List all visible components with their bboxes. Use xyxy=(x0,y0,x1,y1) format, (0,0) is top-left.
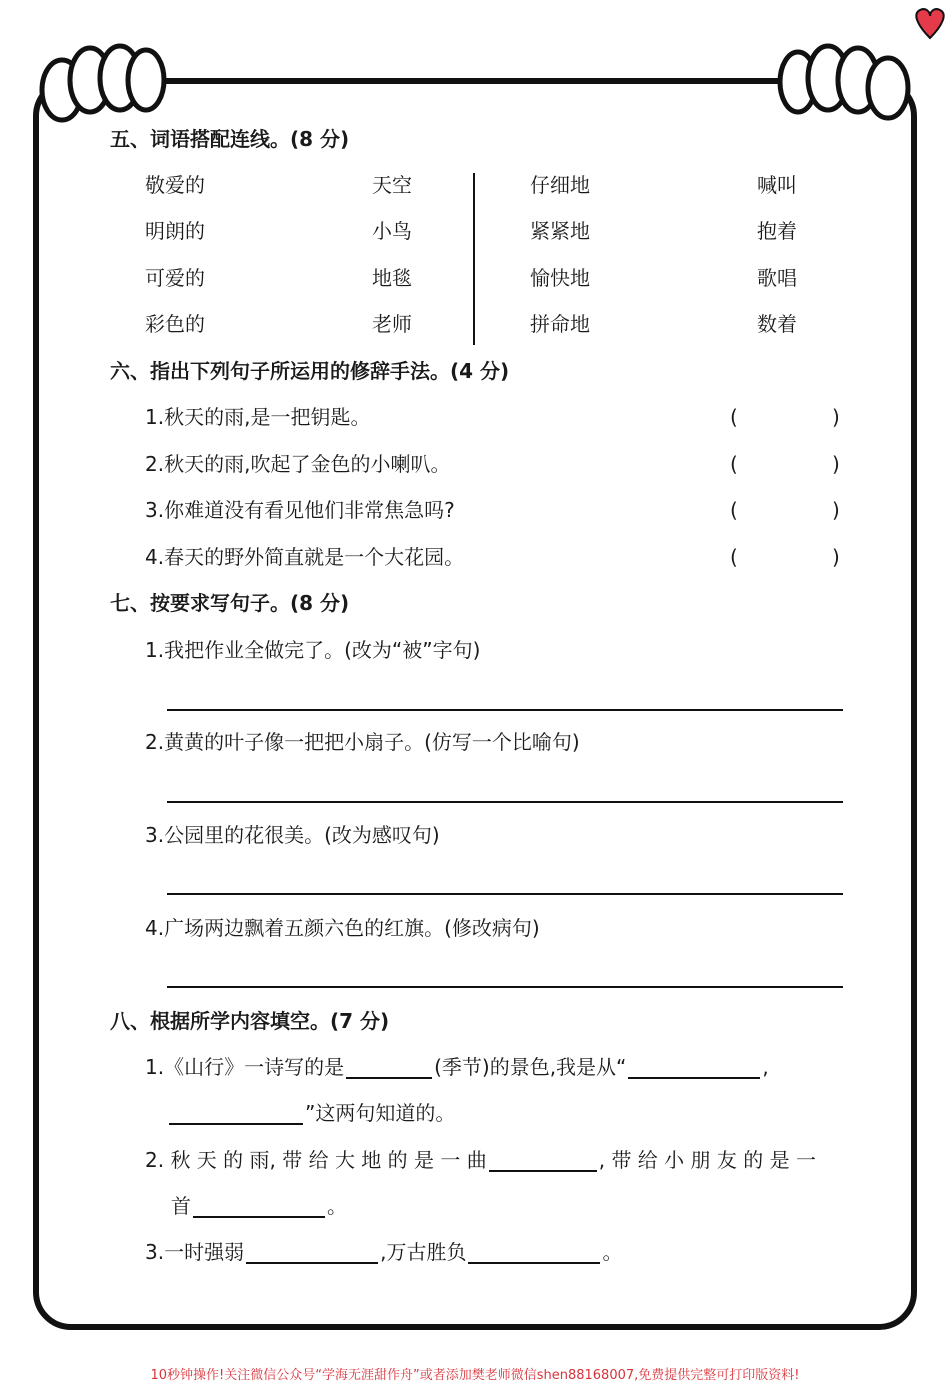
rewrite-question: 2.黄黄的叶子像一把把小扇子。(仿写一个比喻句) xyxy=(145,730,580,754)
fill-question-2 xyxy=(145,1148,816,1172)
right-hand-icon xyxy=(780,46,908,118)
answer-paren-close: ) xyxy=(832,452,840,476)
answer-line[interactable] xyxy=(167,893,843,895)
fill-blank[interactable] xyxy=(346,1055,432,1079)
fill-question-2-cont xyxy=(171,1194,347,1218)
q1-text-b: (季节)的景色,我是从“ xyxy=(434,1055,627,1079)
word-col3-item: 仔细地 xyxy=(530,173,590,197)
answer-line[interactable] xyxy=(167,709,843,711)
answer-paren-open[interactable]: ( xyxy=(730,545,738,569)
answer-line[interactable] xyxy=(167,986,843,988)
fill-question-1-cont xyxy=(167,1101,455,1125)
answer-paren-close: ) xyxy=(832,405,840,429)
q3-text-a: 3.一时强弱 xyxy=(145,1240,245,1264)
word-col4-item: 数着 xyxy=(757,312,797,336)
rhetoric-question: 2.秋天的雨,吹起了金色的小喇叭。 xyxy=(145,452,451,476)
fill-blank[interactable] xyxy=(193,1194,325,1218)
fill-blank[interactable] xyxy=(468,1240,600,1264)
word-col1-item: 彩色的 xyxy=(145,312,205,336)
word-col4-item: 歌唱 xyxy=(757,266,797,290)
word-col1-item: 可爱的 xyxy=(145,266,205,290)
word-col2-item: 老师 xyxy=(372,312,412,336)
q2-text-d: 。 xyxy=(327,1194,347,1218)
section7-title: 七、按要求写句子。(8 分) xyxy=(110,591,350,615)
section6-title: 六、指出下列句子所运用的修辞手法。(4 分) xyxy=(110,359,510,383)
column-divider xyxy=(473,173,475,345)
rewrite-question: 3.公园里的花很美。(改为感叹句) xyxy=(145,823,440,847)
answer-line[interactable] xyxy=(167,801,843,803)
fill-blank[interactable] xyxy=(246,1240,378,1264)
answer-paren-open[interactable]: ( xyxy=(730,405,738,429)
section8-title: 八、根据所学内容填空。(7 分) xyxy=(110,1009,390,1033)
rhetoric-question: 1.秋天的雨,是一把钥匙。 xyxy=(145,405,371,429)
word-col3-item: 紧紧地 xyxy=(530,219,590,243)
frame-decoration xyxy=(0,0,950,140)
answer-paren-open[interactable]: ( xyxy=(730,452,738,476)
fill-question-3 xyxy=(145,1240,622,1264)
heart-icon xyxy=(916,9,943,38)
rewrite-question: 1.我把作业全做完了。(改为“被”字句) xyxy=(145,638,481,662)
q2-text-c: 首 xyxy=(171,1194,191,1218)
rhetoric-question: 4.春天的野外简直就是一个大花园。 xyxy=(145,545,465,569)
word-col2-item: 天空 xyxy=(372,173,412,197)
rewrite-question: 4.广场两边飘着五颜六色的红旗。(修改病句) xyxy=(145,916,540,940)
word-col3-item: 拼命地 xyxy=(530,312,590,336)
word-col2-item: 小鸟 xyxy=(372,219,412,243)
q2-text-a: 2. 秋 天 的 雨, 带 给 大 地 的 是 一 曲 xyxy=(145,1148,487,1172)
word-col4-item: 抱着 xyxy=(757,219,797,243)
word-col4-item: 喊叫 xyxy=(757,173,797,197)
q3-text-b: ,万古胜负 xyxy=(380,1240,467,1264)
q2-text-b: , 带 给 小 朋 友 的 是 一 xyxy=(598,1148,816,1172)
left-hand-icon xyxy=(42,46,164,120)
rhetoric-question: 3.你难道没有看见他们非常焦急吗? xyxy=(145,498,455,522)
word-col1-item: 明朗的 xyxy=(145,219,205,243)
section5-title: 五、词语搭配连线。(8 分) xyxy=(110,127,350,151)
fill-blank[interactable] xyxy=(628,1055,760,1079)
answer-paren-close: ) xyxy=(832,545,840,569)
word-col1-item: 敬爱的 xyxy=(145,173,205,197)
word-col3-item: 愉快地 xyxy=(530,266,590,290)
answer-paren-close: ) xyxy=(832,498,840,522)
q1-text-d: ”这两句知道的。 xyxy=(305,1101,456,1125)
answer-paren-open[interactable]: ( xyxy=(730,498,738,522)
fill-blank[interactable] xyxy=(489,1148,597,1172)
word-col2-item: 地毯 xyxy=(372,266,412,290)
q1-text-c: , xyxy=(762,1055,769,1079)
q1-text-a: 1.《山行》一诗写的是 xyxy=(145,1055,345,1079)
fill-question-1 xyxy=(145,1055,769,1079)
q3-text-c: 。 xyxy=(602,1240,623,1264)
fill-blank[interactable] xyxy=(169,1101,303,1125)
footer-promo: 10秒钟操作!关注微信公众号“学海无涯甜作舟”或者添加樊老师微信shen88168007,免费提供完整可打印版资料! xyxy=(150,1368,800,1383)
